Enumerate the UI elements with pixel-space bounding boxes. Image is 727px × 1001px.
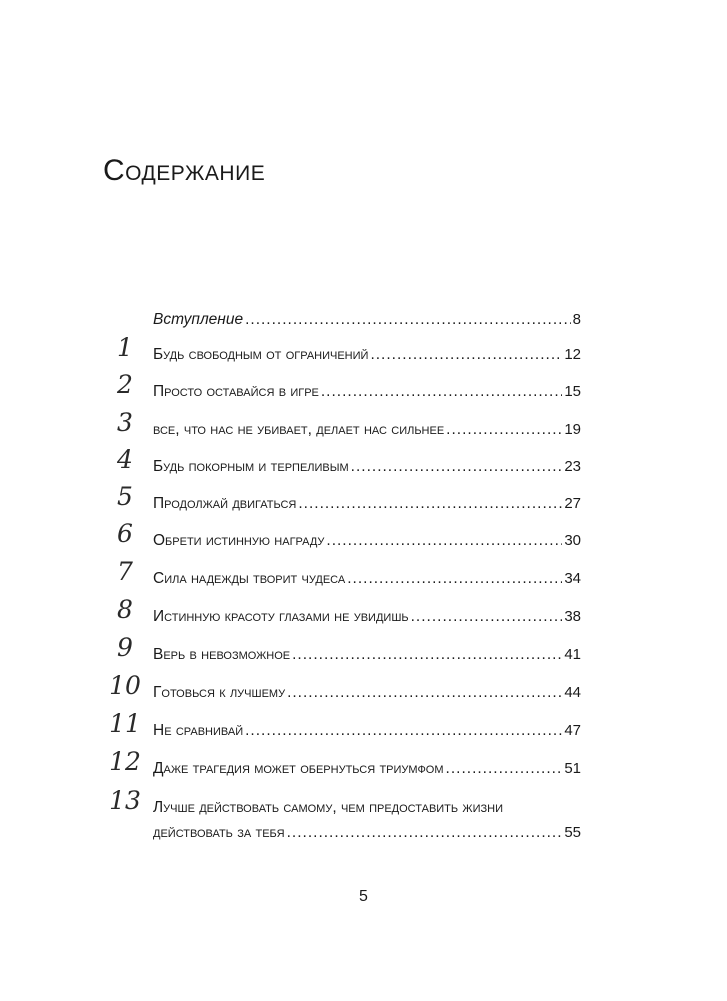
- chapter-number: 8: [117, 595, 133, 624]
- toc-entry-title: Истинную красоту глазами не увидишь: [153, 608, 409, 625]
- toc-line: [153, 683, 581, 703]
- toc-line: [153, 494, 581, 514]
- chapter-number: 13: [109, 786, 141, 815]
- chapter-number: 6: [117, 519, 133, 548]
- dot-leader: [287, 823, 563, 843]
- dot-leader: [298, 494, 562, 514]
- toc-line: [153, 607, 581, 627]
- chapter-number: 12: [109, 747, 141, 776]
- chapter-number: 9: [117, 633, 133, 662]
- toc-entry-title: все, что нас не убивает, делает нас сильнее: [153, 421, 445, 438]
- toc-page-number: 12: [564, 346, 581, 363]
- toc-entry-title: Верь в невозможное: [153, 646, 291, 663]
- toc-line: [153, 721, 581, 741]
- toc-line: [153, 382, 581, 402]
- chapter-number: 11: [109, 709, 141, 738]
- dot-leader: [446, 420, 562, 440]
- dot-leader: [446, 759, 563, 779]
- toc-line-second: [153, 823, 581, 843]
- dot-leader: [287, 683, 562, 703]
- toc-page-number: 51: [564, 760, 581, 777]
- dot-leader: [411, 607, 563, 627]
- toc-page-number: 15: [564, 383, 581, 400]
- toc-entry-title: Продолжай двигаться: [153, 495, 297, 512]
- toc-entry-title: Сила надежды творит чудеса: [153, 570, 346, 587]
- page-title: Содержание: [103, 154, 266, 187]
- dot-leader: [347, 569, 562, 589]
- chapter-number: 2: [117, 370, 133, 399]
- toc-entry-title: Будь свободным от ограничений: [153, 346, 369, 363]
- toc-line: [153, 531, 581, 551]
- toc-entry-title: Обрети истинную награду: [153, 532, 325, 549]
- toc-entry-title-continued: действовать за тебя: [153, 824, 285, 841]
- toc-entry-title: Готовься к лучшему: [153, 684, 286, 701]
- toc-page-number: 34: [564, 570, 581, 587]
- toc-line: [153, 457, 581, 477]
- page-number-folio: 5: [359, 888, 368, 905]
- toc-line: [153, 569, 581, 589]
- chapter-number: 5: [117, 482, 133, 511]
- toc-line: [153, 759, 581, 779]
- dot-leader: [321, 382, 562, 402]
- toc-entry-title: Даже трагедия может обернуться триумфом: [153, 760, 444, 777]
- dot-leader: [326, 531, 562, 551]
- dot-leader: [245, 721, 562, 741]
- toc-entry-title: Лучше действовать самому, чем предоставить жизни: [153, 799, 503, 816]
- toc-page-number: 38: [564, 608, 581, 625]
- toc-page-number: 27: [564, 495, 581, 512]
- toc-page-number: 47: [564, 722, 581, 739]
- chapter-number: 3: [117, 408, 133, 437]
- toc-line: [153, 420, 581, 440]
- toc-line: [153, 645, 581, 665]
- toc-page-number: 55: [564, 824, 581, 841]
- toc-page-number: 19: [564, 421, 581, 438]
- toc-entry-title: Будь покорным и терпеливым: [153, 458, 349, 475]
- toc-entry-title: Не сравнивай: [153, 722, 244, 739]
- chapter-number: 4: [117, 445, 133, 474]
- dot-leader: [351, 457, 563, 477]
- chapter-number: 7: [117, 557, 133, 586]
- toc-page-number: 30: [564, 532, 581, 549]
- dot-leader: [370, 345, 562, 365]
- dot-leader: [292, 645, 562, 665]
- toc-line: [153, 345, 581, 365]
- toc-page-number: 23: [564, 458, 581, 475]
- toc-page-number: 41: [564, 646, 581, 663]
- toc-page-number: 44: [564, 684, 581, 701]
- toc-page-number: 8: [572, 311, 581, 328]
- dot-leader: [245, 310, 571, 330]
- toc-entry-title: Вступление: [153, 311, 244, 328]
- toc-entry-title: Просто оставайся в игре: [153, 383, 319, 400]
- chapter-number: 1: [117, 333, 133, 362]
- chapter-number: 10: [109, 671, 141, 700]
- toc-line: [153, 310, 581, 330]
- toc-line-first: [153, 798, 581, 818]
